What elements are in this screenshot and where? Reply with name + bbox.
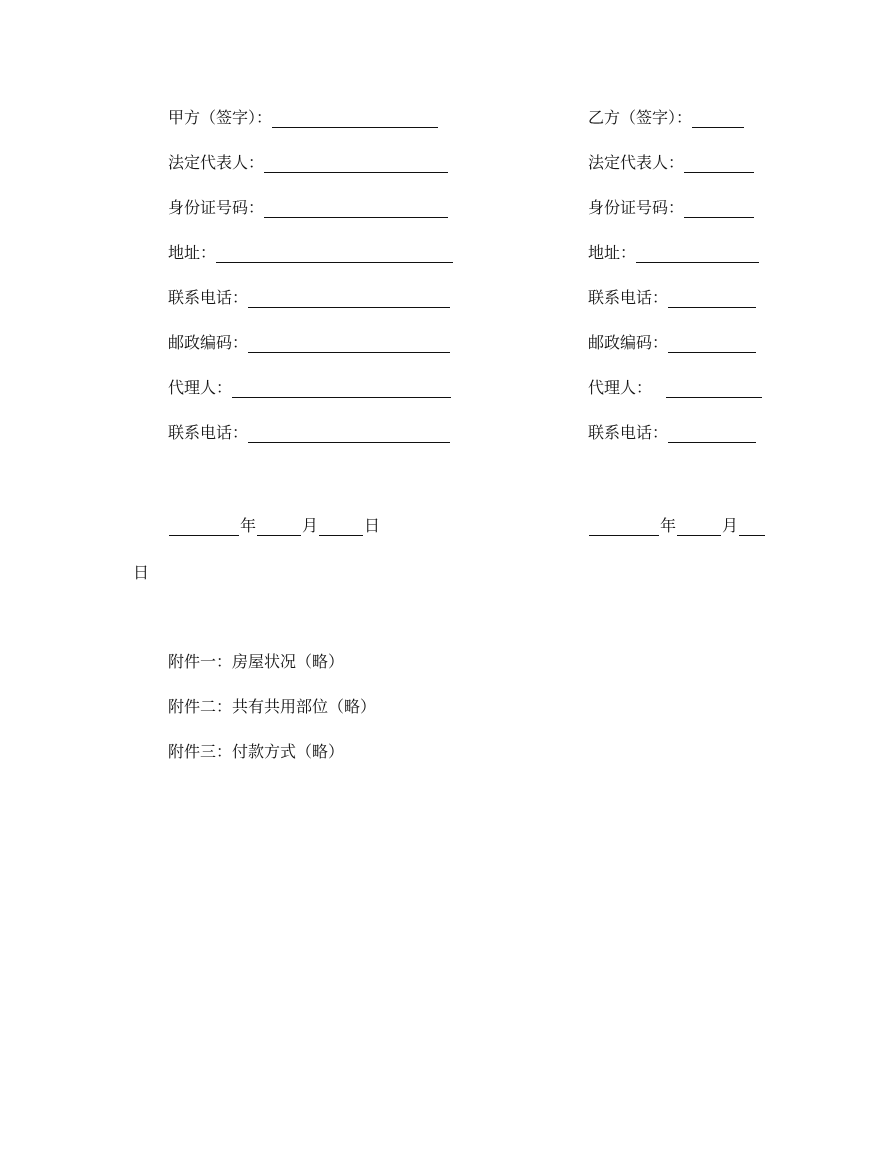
party-b-legal-rep-row <box>588 153 754 173</box>
party-a-agent-phone-label: 联系电话： <box>168 423 249 442</box>
party-a-address-row <box>168 243 453 263</box>
party-a-day-label: 日 <box>364 516 381 535</box>
party-a-agent-label: 代理人： <box>168 378 233 397</box>
party-a-signature-blank[interactable] <box>272 111 438 128</box>
party-b-agent-blank[interactable] <box>666 381 762 398</box>
party-b-address-blank[interactable] <box>636 246 759 263</box>
party-a-agent-phone-blank[interactable] <box>248 426 450 443</box>
party-a-phone-blank[interactable] <box>248 291 450 308</box>
party-b-phone-label: 联系电话： <box>588 288 669 307</box>
party-b-agent-row <box>588 378 762 398</box>
party-b-day-label: 日 <box>133 563 150 582</box>
party-a-address-blank[interactable] <box>216 246 453 263</box>
party-b-agent-phone-label: 联系电话： <box>588 423 669 442</box>
party-a-postcode-row <box>168 333 450 353</box>
party-b-date <box>588 516 766 536</box>
party-a-year-blank[interactable] <box>169 519 239 536</box>
party-a-month-label: 月 <box>302 516 319 535</box>
party-a-legal-rep-label: 法定代表人： <box>168 153 265 172</box>
party-b-signature-blank[interactable] <box>692 111 744 128</box>
party-a-id-row <box>168 198 448 218</box>
party-a-phone-row <box>168 288 450 308</box>
party-b-legal-rep-label: 法定代表人： <box>588 153 685 172</box>
party-b-year-label: 年 <box>660 516 677 535</box>
party-a-phone-label: 联系电话： <box>168 288 249 307</box>
party-a-legal-rep-blank[interactable] <box>264 156 448 173</box>
attachment-3: 附件三：付款方式（略） <box>168 742 345 761</box>
party-b-agent-phone-row <box>588 423 756 443</box>
party-a-signature-label: 甲方（签字）： <box>168 108 273 127</box>
party-b-id-label: 身份证号码： <box>588 198 685 217</box>
party-b-month-blank[interactable] <box>677 519 721 536</box>
party-a-id-blank[interactable] <box>264 201 448 218</box>
party-a-date <box>168 516 380 536</box>
party-a-agent-phone-row <box>168 423 450 443</box>
party-b-address-row <box>588 243 759 263</box>
party-b-year-blank[interactable] <box>589 519 659 536</box>
party-a-month-blank[interactable] <box>257 519 301 536</box>
attachment-2: 附件二：共有共用部位（略） <box>168 697 377 716</box>
party-a-year-label: 年 <box>240 516 257 535</box>
party-a-day-blank[interactable] <box>319 519 363 536</box>
party-b-agent-label: 代理人： <box>588 378 653 397</box>
attachment-1: 附件一：房屋状况（略） <box>168 652 345 671</box>
party-b-phone-blank[interactable] <box>668 291 756 308</box>
party-a-agent-row <box>168 378 451 398</box>
party-b-id-blank[interactable] <box>684 201 754 218</box>
party-b-agent-phone-blank[interactable] <box>668 426 756 443</box>
party-b-month-label: 月 <box>722 516 739 535</box>
party-b-postcode-label: 邮政编码： <box>588 333 669 352</box>
party-a-postcode-label: 邮政编码： <box>168 333 249 352</box>
party-b-signature-row <box>588 108 744 128</box>
party-b-legal-rep-blank[interactable] <box>684 156 754 173</box>
party-b-signature-label: 乙方（签字）： <box>588 108 693 127</box>
party-a-signature-row <box>168 108 438 128</box>
party-b-id-row <box>588 198 754 218</box>
party-a-postcode-blank[interactable] <box>248 336 450 353</box>
party-a-legal-rep-row <box>168 153 448 173</box>
party-b-day-blank[interactable] <box>739 519 765 536</box>
party-a-address-label: 地址： <box>168 243 217 262</box>
party-b-postcode-row <box>588 333 756 353</box>
party-b-address-label: 地址： <box>588 243 637 262</box>
party-b-postcode-blank[interactable] <box>668 336 756 353</box>
party-a-id-label: 身份证号码： <box>168 198 265 217</box>
party-b-phone-row <box>588 288 756 308</box>
party-a-agent-blank[interactable] <box>232 381 451 398</box>
